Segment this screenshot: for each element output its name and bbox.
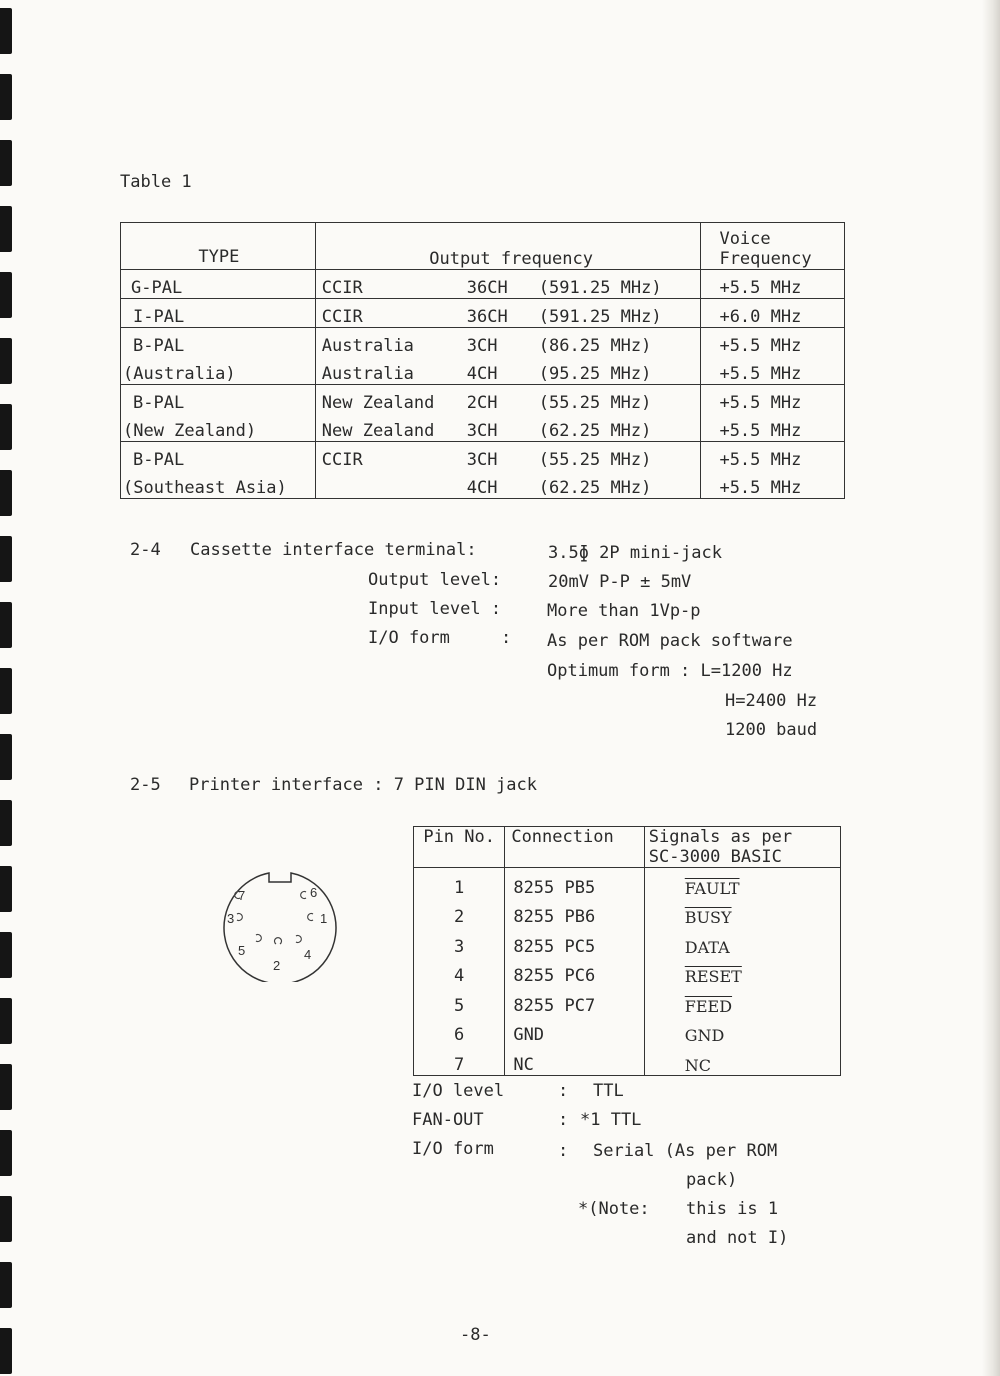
pin-number <box>414 898 505 928</box>
io-form-label: I/O form <box>412 1139 494 1159</box>
table-row <box>121 470 845 499</box>
output-cell <box>315 470 701 499</box>
io-form-value: As per ROM pack software <box>547 631 793 651</box>
frequency: (55.25 MHz) <box>538 450 652 470</box>
type-cell: B-PAL <box>121 442 316 471</box>
header-voice: Voice Frequency <box>701 223 845 270</box>
pin-number-text: 1 <box>454 877 465 898</box>
jack-spec: 3.5ɸ 2P mini-jack <box>548 543 722 563</box>
binding-hole <box>0 470 12 516</box>
baud-rate: 1200 baud <box>725 720 818 740</box>
channel: 36CH <box>466 307 508 327</box>
binding-hole <box>0 1064 12 1110</box>
binding-hole <box>0 74 12 120</box>
table-row <box>121 270 845 299</box>
channel: 3CH <box>466 336 498 356</box>
binding-hole <box>0 404 12 450</box>
pin-connection <box>505 898 644 928</box>
table-header-row <box>414 827 841 868</box>
output-cell <box>315 328 701 357</box>
pin-signal-text: RESET <box>684 967 742 986</box>
binding-hole <box>0 866 12 912</box>
pin-number <box>414 927 505 957</box>
pin-signal <box>644 868 840 898</box>
section-number: 2-4 <box>130 540 161 560</box>
binding-hole <box>0 602 12 648</box>
type-cell: G-PAL <box>121 270 316 299</box>
pin-signal-text: DATA <box>684 937 730 957</box>
binding-hole <box>0 932 12 978</box>
pin-connection-text: 8255 PC7 <box>513 995 596 1016</box>
table-row <box>121 356 845 385</box>
table-row <box>414 957 841 987</box>
binding-hole <box>0 1130 12 1176</box>
page-edge-shadow <box>982 0 1000 1376</box>
binding-hole <box>0 800 12 846</box>
output-cell <box>315 270 701 299</box>
input-level-label: Input level : <box>368 599 502 619</box>
din-pin-label: 1 <box>320 911 328 926</box>
din-pin-label: 2 <box>273 958 281 973</box>
din-pin-label: 3 <box>227 911 235 926</box>
page-number: -8- <box>460 1325 491 1345</box>
fanout-value: *1 TTL <box>580 1110 642 1130</box>
pin-signal <box>644 957 840 987</box>
io-form-value-cont: pack) <box>686 1170 738 1190</box>
table-row <box>414 986 841 1016</box>
region: CCIR <box>321 307 363 327</box>
pin-connection <box>505 1045 644 1075</box>
voice-cell: +5.5 MHz <box>701 413 845 442</box>
table-row <box>414 1016 841 1046</box>
note-value: this is 1 <box>686 1199 779 1219</box>
voice-cell: +5.5 MHz <box>701 270 845 299</box>
frequency: (591.25 MHz) <box>538 307 662 327</box>
section-number: 2-5 <box>130 775 161 795</box>
channel: 2CH <box>466 393 498 413</box>
voice-cell: +5.5 MHz <box>701 442 845 471</box>
binding-hole <box>0 8 12 54</box>
binding-hole <box>0 668 12 714</box>
binding-hole <box>0 206 12 252</box>
table-header-row <box>121 223 845 270</box>
pin-connection-text: NC <box>513 1054 534 1075</box>
region: Australia <box>321 336 414 356</box>
din-pin-label: 7 <box>238 888 246 903</box>
binding-hole <box>0 1196 12 1242</box>
pin-number-text: 6 <box>454 1025 465 1045</box>
frequency: (95.25 MHz) <box>538 364 652 384</box>
channel: 3CH <box>466 450 498 470</box>
pin-connection-text: 8255 PC6 <box>513 966 596 986</box>
voice-cell: +5.5 MHz <box>701 470 845 499</box>
pin-number <box>414 957 505 987</box>
binding-hole <box>0 140 12 186</box>
pin-signal-text: FAULT <box>684 878 740 898</box>
colon: : <box>558 1110 569 1130</box>
table-row <box>121 328 845 357</box>
region: New Zealand <box>321 421 435 441</box>
spiral-binding <box>0 0 14 1376</box>
pin-table <box>413 826 841 1076</box>
pin-signal-text: NC <box>684 1055 712 1075</box>
pin-connection-text: 8255 PC5 <box>513 936 596 957</box>
io-level-value: TTL <box>593 1081 624 1101</box>
header-signals: Signals as per SC-3000 BASIC <box>644 827 840 868</box>
colon: : <box>558 1081 569 1101</box>
pin-connection <box>505 957 644 987</box>
fanout-label: FAN-OUT <box>412 1110 484 1130</box>
input-level-value: More than 1Vp-p <box>547 601 701 621</box>
table-row <box>414 927 841 957</box>
pin-number-text: 4 <box>454 966 465 986</box>
channel: 4CH <box>466 364 498 384</box>
pin-connection <box>505 986 644 1016</box>
output-cell <box>315 299 701 328</box>
pin-signal-text: FEED <box>684 996 733 1016</box>
pin-number <box>414 868 505 898</box>
din-connector-icon <box>220 862 340 982</box>
channel: 3CH <box>466 421 498 441</box>
binding-hole <box>0 998 12 1044</box>
io-form-value: Serial (As per ROM <box>593 1141 778 1161</box>
pin-number-text: 2 <box>454 907 465 927</box>
pin-number-text: 5 <box>454 995 465 1016</box>
pin-signal-text: GND <box>684 1026 725 1045</box>
pin-number <box>414 1016 505 1046</box>
io-level-label: I/O level <box>412 1081 505 1101</box>
binding-hole <box>0 272 12 318</box>
binding-hole <box>0 536 12 582</box>
output-cell <box>315 442 701 471</box>
header-type: TYPE <box>121 223 316 270</box>
region: New Zealand <box>321 393 435 413</box>
colon: : <box>558 1141 569 1161</box>
table-row <box>121 413 845 442</box>
din-pin-label: 6 <box>310 885 318 900</box>
din-pin-label: 4 <box>304 947 312 962</box>
header-connection: Connection <box>505 827 644 868</box>
pin-connection <box>505 1016 644 1046</box>
region: CCIR <box>321 278 363 298</box>
pin-number-text: 3 <box>454 936 465 957</box>
type-subcell: (Southeast Asia) <box>121 470 316 499</box>
table-row <box>414 868 841 898</box>
table-row <box>121 299 845 328</box>
pin-number <box>414 1045 505 1075</box>
pin-signal <box>644 898 840 928</box>
table-row <box>414 898 841 928</box>
region: Australia <box>321 364 414 384</box>
din-pin-label: 5 <box>238 943 246 958</box>
pin-connection <box>505 868 644 898</box>
optimum-form: Optimum form : L=1200 Hz <box>547 661 793 681</box>
output-cell <box>315 356 701 385</box>
section-title: Printer interface : 7 PIN DIN jack <box>189 775 537 795</box>
output-level-label: Output level: <box>368 570 502 590</box>
frequency: (86.25 MHz) <box>538 336 652 356</box>
pin-connection-text: 8255 PB5 <box>513 877 596 898</box>
voice-cell: +5.5 MHz <box>701 328 845 357</box>
binding-hole <box>0 338 12 384</box>
output-level-value: 20mV P-P ± 5mV <box>548 572 692 592</box>
type-cell: B-PAL <box>121 328 316 357</box>
pin-signal <box>644 1045 840 1075</box>
section-title: Cassette interface terminal: <box>190 540 477 560</box>
note-label: *(Note: <box>578 1199 650 1219</box>
channel: 36CH <box>466 278 508 298</box>
pin-signal <box>644 927 840 957</box>
header-output: Output frequency <box>315 223 701 270</box>
pin-connection <box>505 927 644 957</box>
pin-signal-text: BUSY <box>684 908 732 927</box>
pin-connection-text: 8255 PB6 <box>513 907 596 927</box>
voice-cell: +5.5 MHz <box>701 385 845 414</box>
type-cell: B-PAL <box>121 385 316 414</box>
table-row <box>414 1045 841 1075</box>
h-frequency: H=2400 Hz <box>725 691 818 711</box>
frequency: (55.25 MHz) <box>538 393 652 413</box>
pin-signal <box>644 986 840 1016</box>
pin-number <box>414 986 505 1016</box>
type-cell: I-PAL <box>121 299 316 328</box>
frequency: (62.25 MHz) <box>538 478 652 498</box>
pin-connection-text: GND <box>513 1025 545 1045</box>
binding-hole <box>0 734 12 780</box>
type-subcell: (New Zealand) <box>121 413 316 442</box>
region: CCIR <box>321 450 363 470</box>
output-cell <box>315 385 701 414</box>
output-cell <box>315 413 701 442</box>
channel: 4CH <box>466 478 498 498</box>
table-row <box>121 442 845 471</box>
frequency: (62.25 MHz) <box>538 421 652 441</box>
table-caption: Table 1 <box>120 172 192 192</box>
frequency-table <box>120 222 845 499</box>
header-pin: Pin No. <box>414 827 505 868</box>
binding-hole <box>0 1262 12 1308</box>
pin-signal <box>644 1016 840 1046</box>
voice-cell: +6.0 MHz <box>701 299 845 328</box>
type-subcell: (Australia) <box>121 356 316 385</box>
note-value-cont: and not I) <box>686 1228 789 1248</box>
frequency: (591.25 MHz) <box>538 278 662 298</box>
table-row <box>121 385 845 414</box>
pin-number-text: 7 <box>454 1054 465 1075</box>
binding-hole <box>0 1328 12 1374</box>
io-form-label: I/O form : <box>368 628 512 648</box>
voice-cell: +5.5 MHz <box>701 356 845 385</box>
